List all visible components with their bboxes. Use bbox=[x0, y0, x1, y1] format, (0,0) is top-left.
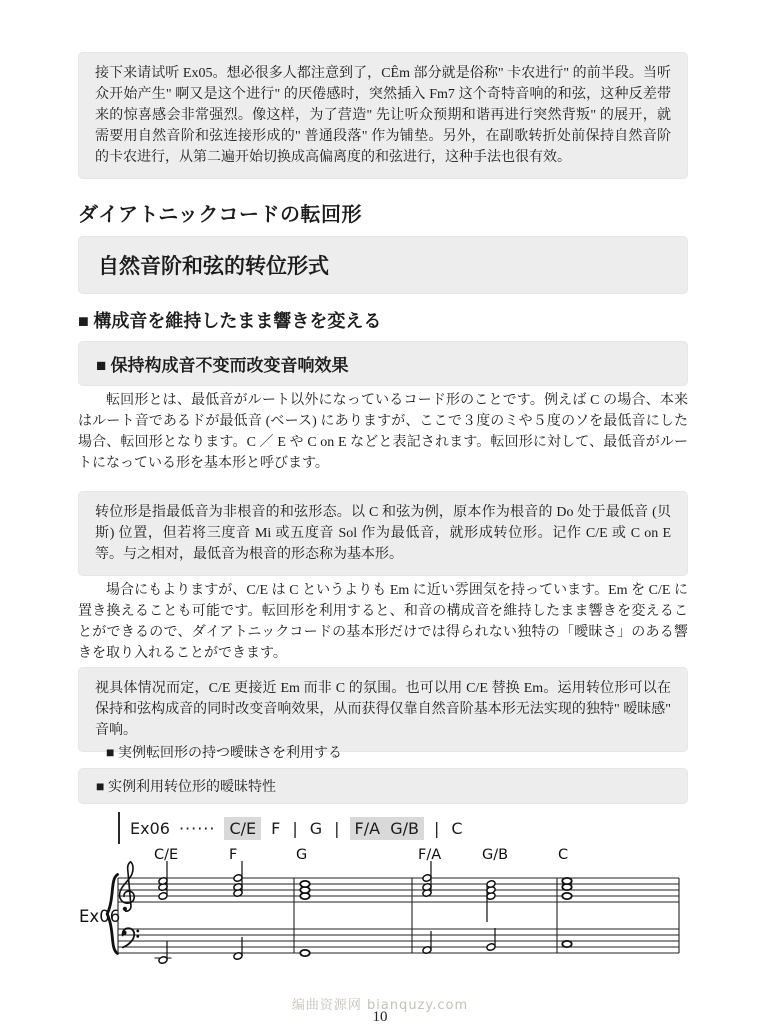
bass-clef-icon bbox=[122, 928, 139, 947]
score-chord-label: F/A bbox=[418, 847, 442, 863]
intro-translation-box bbox=[78, 52, 688, 179]
treble-staff bbox=[118, 878, 679, 902]
bullet-heading-jp: ■ 実例転回形の持つ曖昧さを利用する bbox=[106, 746, 342, 761]
ex06-label: Ex06 bbox=[130, 818, 170, 838]
section-heading-cn: 自然音阶和弦的转位形式 bbox=[98, 254, 329, 278]
chord-token: G bbox=[309, 818, 323, 838]
subsection-heading-jp: ■ 構成音を維持したまま響きを変える bbox=[78, 311, 382, 331]
translation-box-2 bbox=[78, 667, 688, 752]
bullet-heading-cn-box bbox=[78, 768, 688, 804]
score-ex06-label: Ex06 bbox=[79, 907, 121, 926]
ellipsis-dots: ······ bbox=[178, 818, 216, 838]
score-chord-label: G bbox=[296, 847, 308, 863]
treble-clef-icon bbox=[120, 862, 135, 911]
chord-token: F bbox=[271, 818, 281, 838]
ex06-tokens bbox=[224, 817, 464, 840]
section-heading-jp: ダイアトニックコードの転回形 bbox=[78, 204, 362, 226]
translation-text-1: 转位形是指最低音为非根音的和弦形态。以 C 和弦为例，原本作为根音的 Do 处于最低音 (贝斯) 位置，但若将三度音 Mi 或五度音 Sol 作为最低音，就形成转位形。记作 C/E 或 C on E 等。与之相对，最低音为根音的形态称为基本形。 bbox=[95, 505, 671, 562]
section-heading-cn-box bbox=[78, 236, 688, 294]
page-number: 10 bbox=[372, 1009, 388, 1024]
score-chord-label: C/E bbox=[154, 847, 179, 863]
grand-staff-svg bbox=[78, 846, 700, 986]
chord-token-highlighted: F/A G/B bbox=[350, 817, 424, 840]
bullet-heading-cn: ■ 实例利用转位形的暧昧特性 bbox=[96, 780, 276, 795]
translation-text-2: 视具体情况而定，C/E 更接近 Em 而非 C 的氛围。也可以用 C/E 替换 Em。运用转位形可以在保持和弦构成音的同时改变音响效果，从而获得仅靠自然音阶基本形无法实现的独特" 暧昧感" 音响。 bbox=[95, 681, 671, 738]
chord-token: | bbox=[292, 818, 298, 838]
chord-token-highlighted: C/E bbox=[224, 817, 261, 840]
score-chord-label: C bbox=[558, 847, 569, 863]
score-figure bbox=[78, 846, 700, 986]
subsection-heading-cn-box bbox=[78, 341, 688, 386]
score-chord-label: F bbox=[229, 847, 238, 863]
paragraph-jp-1: 転回形とは、最低音がルート以外になっているコード形のことです。例えば C の場合、本来はルート音であるドが最低音 (ベース) にありますが、ここで３度のミや５度のソを最低音にした場合、転回形となります。C ／ E や C on E などと表記されます。転回形に対して、最低音がルートになっている形を基本形と呼びます。 bbox=[78, 393, 688, 471]
bass-staff bbox=[118, 929, 679, 953]
paragraph-jp-2: 場合にもよりますが、C/E は C というよりも Em に近い雰囲気を持っています。Em を C/E に置き換えることも可能です。転回形を利用すると、和音の構成音を維持したまま響きを変えることができるので、ダイアトニックコードの基本形だけでは得られない独特の「曖昧さ」のある響きを取り入れることができます。 bbox=[78, 583, 688, 661]
ex06-progression-line bbox=[118, 812, 465, 844]
subsection-heading-cn: ■ 保持构成音不变而改变音响效果 bbox=[96, 356, 349, 375]
chord-token: | bbox=[334, 818, 340, 838]
score-chord-label: G/B bbox=[482, 847, 509, 863]
chord-token: C bbox=[451, 818, 463, 838]
chord-token: | bbox=[434, 818, 440, 838]
barlines bbox=[118, 878, 679, 953]
translation-box-1 bbox=[78, 491, 688, 576]
intro-translation-text: 接下来请试听 Ex05。想必很多人都注意到了，CÊm 部分就是俗称" 卡农进行" 的前半段。当听众开始产生" 啊又是这个进行" 的厌倦感时，突然插入 Fm7 这个奇特音响的和弦，这种反差带来的惊喜感会非常强烈。像这样，为了营造" 先让听众预期和谐再进行突然背叛" 的展开，就需要用自然音阶和弦连接形成的" 普通段落" 作为铺垫。另外，在副歌转折处前保持自然音阶的卡农进行，从第二遍开始切换成高偏离度的和弦进行，这种手法也很有效。 bbox=[95, 66, 671, 165]
watermark: 编曲资源网 bianquzy.com bbox=[291, 998, 469, 1013]
